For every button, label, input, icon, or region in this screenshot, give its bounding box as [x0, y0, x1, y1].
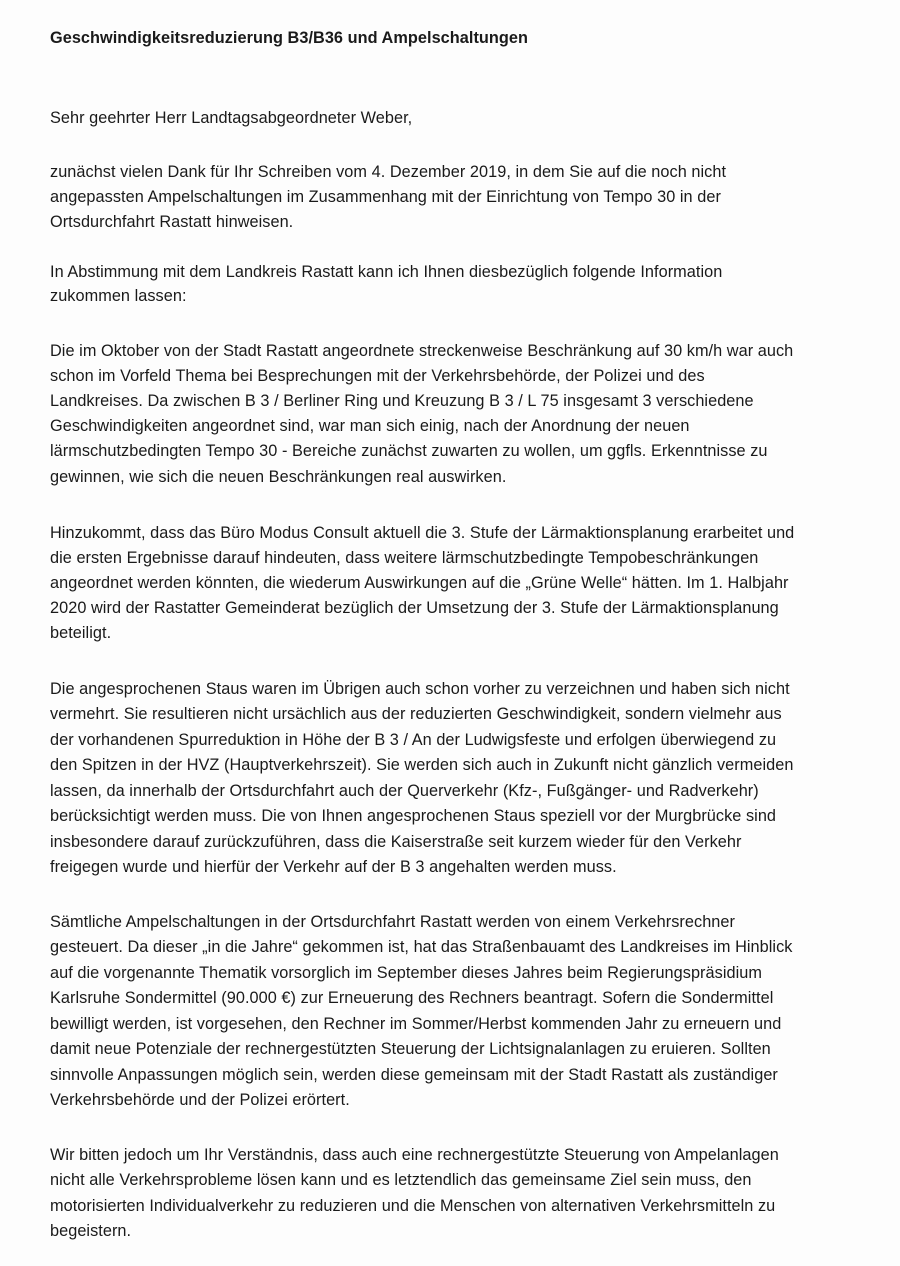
paragraph-line: zunächst vielen Dank für Ihr Schreiben vom 4. Dezember 2019, in dem Sie auf die noch nicht [50, 163, 727, 181]
paragraph-line: Verkehrsbehörde und der Polizei erörtert. [50, 1091, 350, 1109]
paragraph-line: In Abstimmung mit dem Landkreis Rastatt kann ich Ihnen diesbezüglich folgende Information [50, 263, 723, 281]
paragraph-line: der vorhandenen Spurreduktion in Höhe der B 3 / An der Ludwigsfeste und erfolgen überwiegend zu [50, 731, 777, 749]
paragraph-line: Wir bitten jedoch um Ihr Verständnis, dass auch eine rechnergestützte Steuerung von Ampelanlagen [50, 1146, 779, 1164]
paragraph-line: lärmschutzbedingten Tempo 30 - Bereiche zunächst zuwarten zu wollen, um ggfls. Erkenntnisse zu [50, 442, 768, 460]
paragraph-line: damit neue Potenziale der rechnergestützten Steuerung der Lichtsignalanlagen zu eruieren. Sollten [50, 1040, 771, 1058]
paragraph-line: 2020 wird der Rastatter Gemeinderat bezüglich der Umsetzung der 3. Stufe der Lärmaktionsplanung [50, 599, 779, 617]
paragraph-line: gesteuert. Da dieser „in die Jahre“ gekommen ist, hat das Straßenbauamt des Landkreises im Hinblick [50, 938, 793, 956]
paragraph-line: bewilligt werden, ist vorgesehen, den Rechner im Sommer/Herbst kommenden Jahr zu erneuern und [50, 1015, 782, 1033]
paragraph-line: beteiligt. [50, 624, 112, 642]
paragraph-line: angeordnet werden könnten, die wiederum Auswirkungen auf die „Grüne Welle“ hätten. Im 1. Halbjahr [50, 574, 789, 592]
paragraph-line: vermehrt. Sie resultieren nicht ursächlich aus der reduzierten Geschwindigkeit, sondern vielmehr aus [50, 705, 782, 723]
paragraph-line: die ersten Ergebnisse darauf hindeuten, dass weitere lärmschutzbedingte Tempobeschränkungen [50, 549, 759, 567]
paragraph-line: sinnvolle Anpassungen möglich sein, werden diese gemeinsam mit der Stadt Rastatt als zuständiger [50, 1066, 778, 1084]
paragraph-line: insbesondere darauf zurückzuführen, dass die Kaiserstraße seit kurzem wieder für den Verkehr [50, 833, 742, 851]
paragraph-line: auf die vorgenannte Thematik vorsorglich im September dieses Jahres beim Regierungspräsidium [50, 964, 762, 982]
paragraph-line: gewinnen, wie sich die neuen Beschränkungen real auswirken. [50, 468, 507, 486]
paragraph-line: zukommen lassen: [50, 287, 187, 305]
paragraph-line: Geschwindigkeiten angeordnet sind, war man sich einig, nach der Anordnung der neuen [50, 417, 690, 435]
paragraph-line: nicht alle Verkehrsprobleme lösen kann und es letztendlich das gemeinsame Ziel sein muss, den [50, 1171, 752, 1189]
paragraph-line: den Spitzen in der HVZ (Hauptverkehrszeit). Sie werden sich auch in Zukunft nicht gänzlich vermeiden [50, 756, 794, 774]
paragraph-line: freigegen wurde und hierfür der Verkehr auf der B 3 angehalten werden muss. [50, 858, 617, 876]
salutation: Sehr geehrter Herr Landtagsabgeordneter Weber, [50, 109, 413, 127]
paragraph-line: begeistern. [50, 1222, 132, 1240]
paragraph-line: lassen, da innerhalb der Ortsdurchfahrt auch der Querverkehr (Kfz-, Fußgänger- und Radverkehr) [50, 782, 759, 800]
paragraph-line: schon im Vorfeld Thema bei Besprechungen mit der Verkehrsbehörde, der Polizei und des [50, 367, 705, 385]
paragraph-line: Die angesprochenen Staus waren im Übrigen auch schon vorher zu verzeichnen und haben sich nicht [50, 680, 790, 698]
paragraph-line: berücksichtigt werden muss. Die von Ihnen angesprochenen Staus speziell vor der Murgbrücke sind [50, 807, 777, 825]
paragraph-line: Ortsdurchfahrt Rastatt hinweisen. [50, 213, 294, 231]
paragraph-line: Karlsruhe Sondermittel (90.000 €) zur Erneuerung des Rechners beantragt. Sofern die Sondermittel [50, 989, 774, 1007]
document-title: Geschwindigkeitsreduzierung B3/B36 und Ampelschaltungen [50, 29, 529, 47]
paragraph-line: Sämtliche Ampelschaltungen in der Ortsdurchfahrt Rastatt werden von einem Verkehrsrechner [50, 913, 735, 931]
paragraph-line: Die im Oktober von der Stadt Rastatt angeordnete streckenweise Beschränkung auf 30 km/h war auch [50, 342, 794, 360]
paragraph-line: motorisierten Individualverkehr zu reduzieren und die Menschen von alternativen Verkehrsmitteln zu [50, 1197, 776, 1215]
paragraph-line: angepassten Ampelschaltungen im Zusammenhang mit der Einrichtung von Tempo 30 in der [50, 188, 721, 206]
paragraph-line: Hinzukommt, dass das Büro Modus Consult aktuell die 3. Stufe der Lärmaktionsplanung erarbeitet und [50, 524, 795, 542]
paragraph-line: Landkreises. Da zwischen B 3 / Berliner Ring und Kreuzung B 3 / L 75 insgesamt 3 verschiedene [50, 392, 754, 410]
